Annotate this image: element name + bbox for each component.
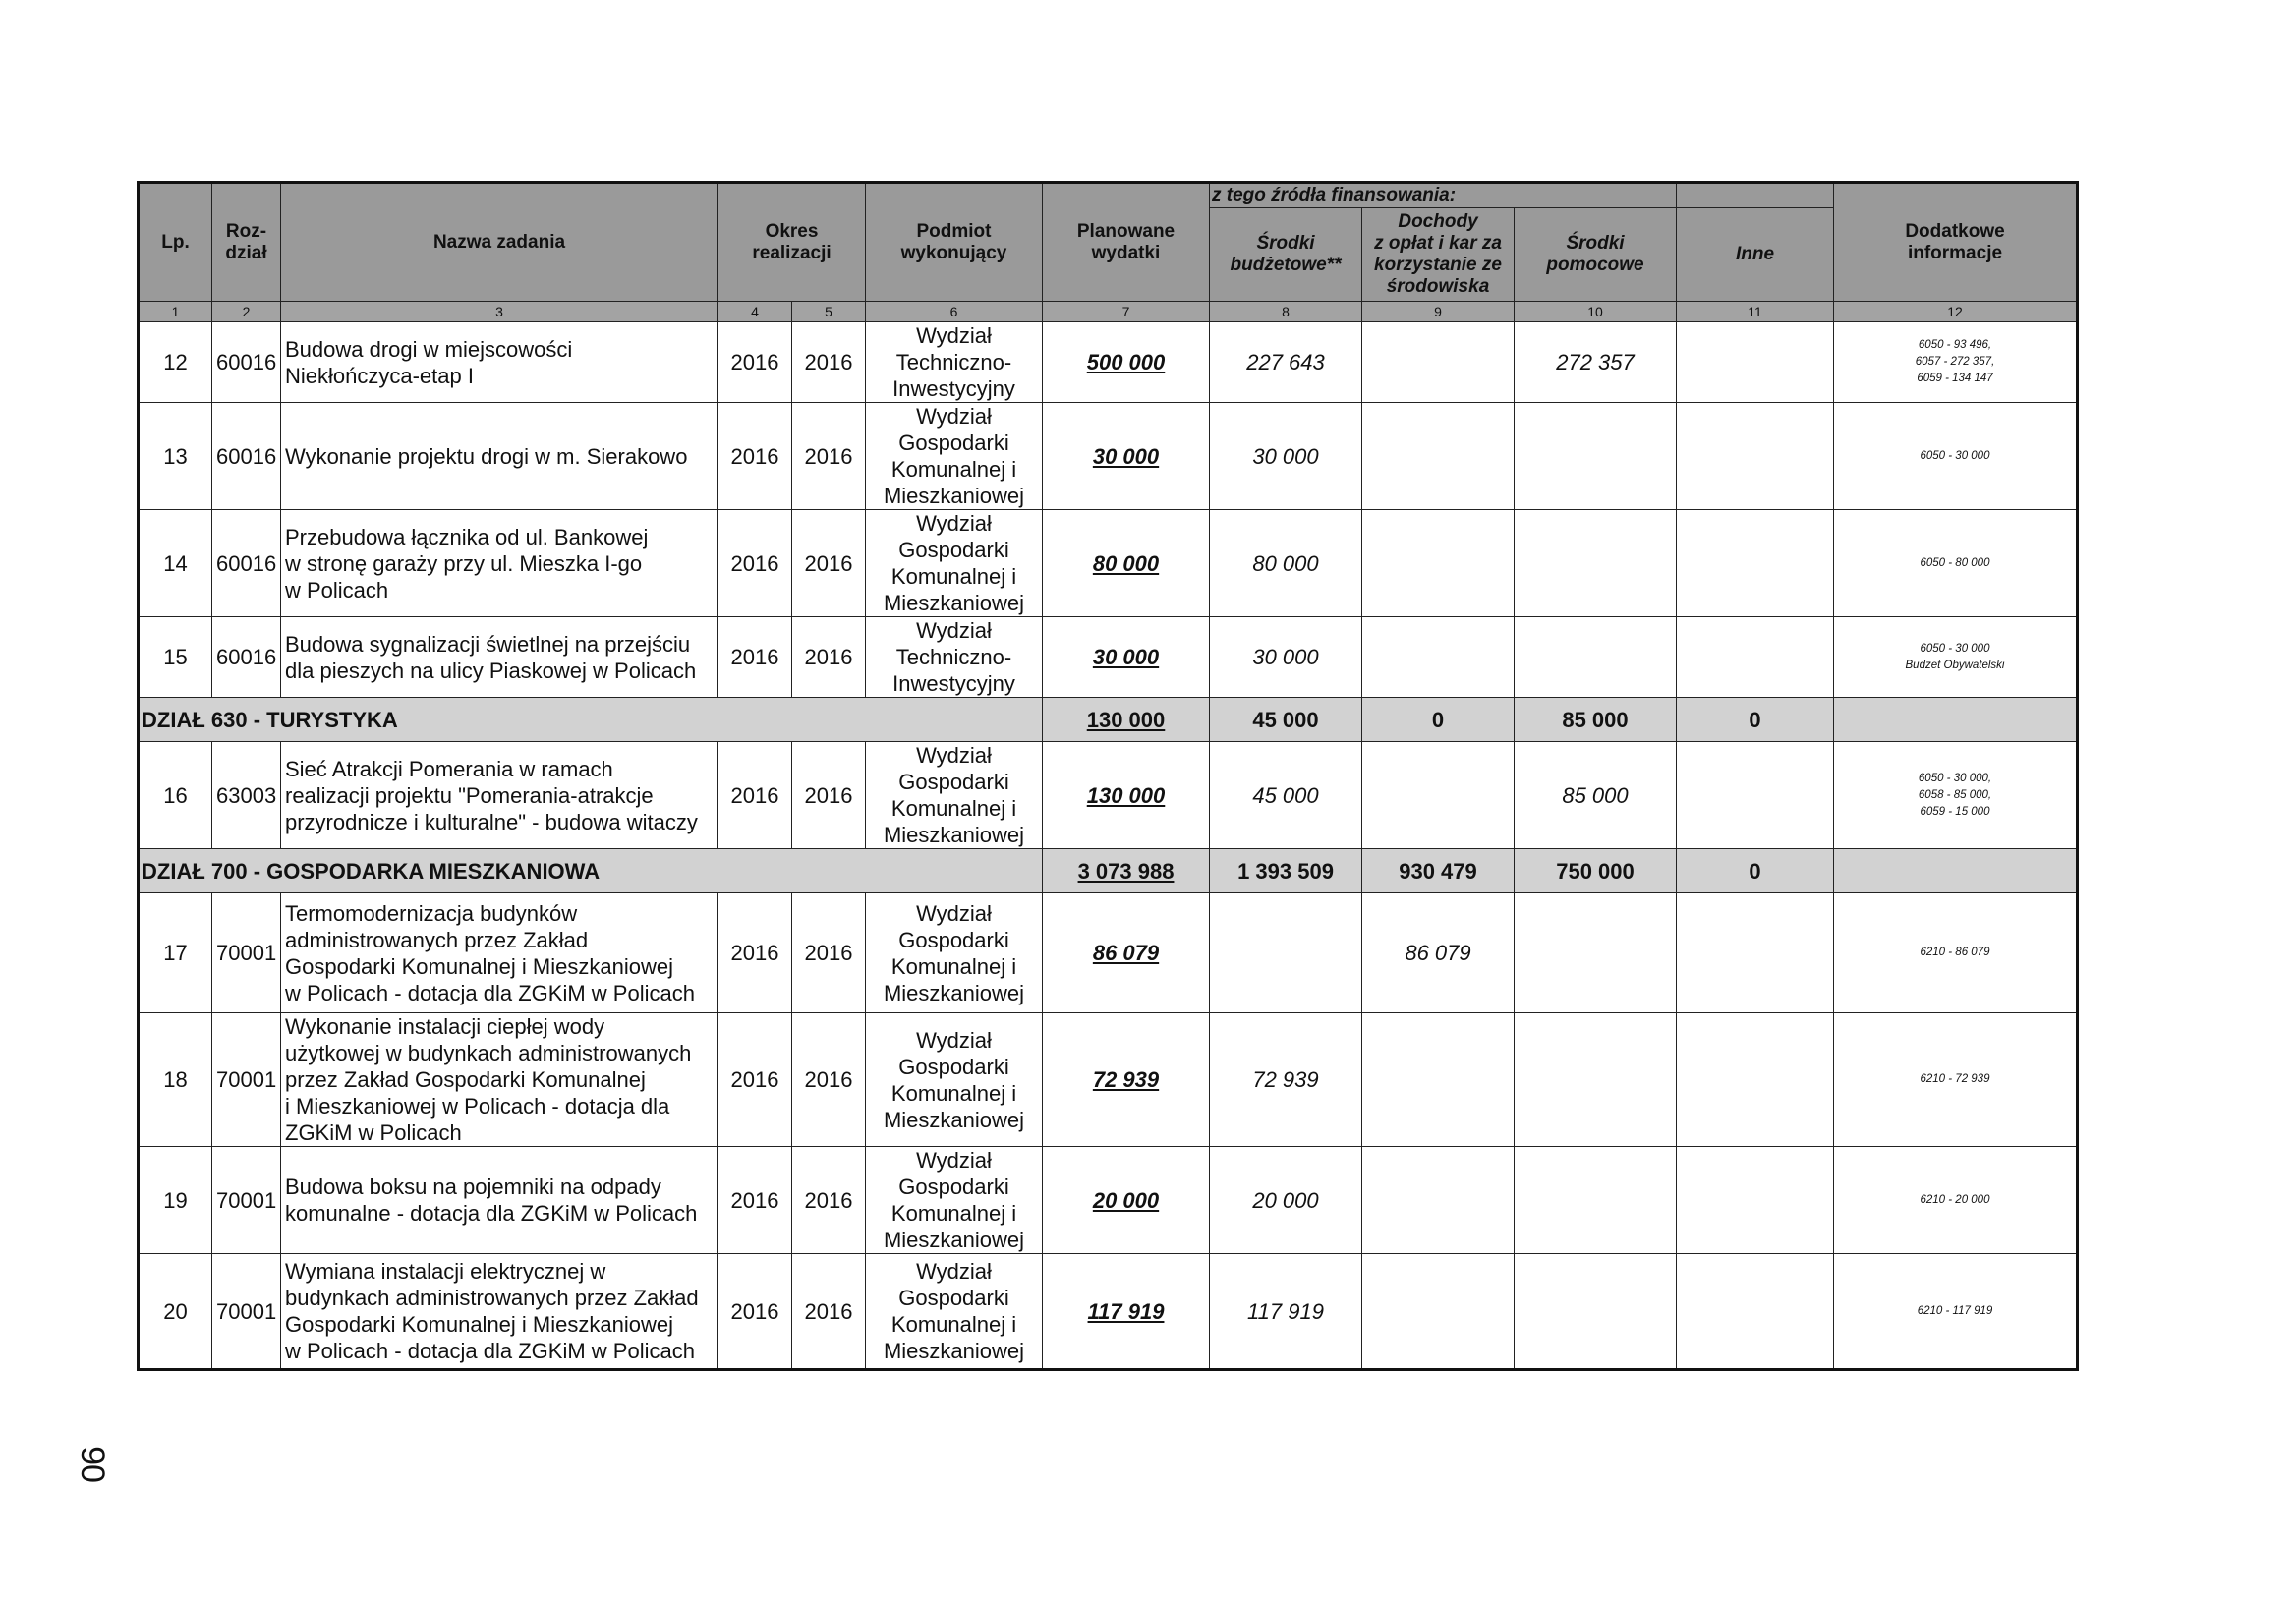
section-label: DZIAŁ 630 - TURYSTYKA xyxy=(139,698,1043,742)
row-planned-expenses: 20 000 xyxy=(1043,1147,1210,1254)
row-planned-expenses: 86 079 xyxy=(1043,893,1210,1013)
row-aid-funds xyxy=(1515,1254,1677,1370)
col-number: 7 xyxy=(1043,302,1210,322)
row-rozdzial: 70001 xyxy=(212,1254,281,1370)
row-other xyxy=(1677,403,1834,510)
row-start-year: 2016 xyxy=(718,322,792,403)
row-fee-income xyxy=(1362,510,1515,617)
row-fee-income xyxy=(1362,403,1515,510)
section-fee-total: 0 xyxy=(1362,698,1515,742)
col-lp-header: Lp. xyxy=(139,183,212,302)
row-rozdzial: 60016 xyxy=(212,510,281,617)
row-additional-info: 6050 - 30 000 Budżet Obywatelski xyxy=(1834,617,2078,698)
row-fee-income xyxy=(1362,617,1515,698)
row-executor: Wydział Techniczno- Inwestycyjny xyxy=(866,617,1043,698)
table-row xyxy=(139,1013,2078,1147)
section-info-empty xyxy=(1834,849,2078,893)
section-row-630 xyxy=(139,698,2078,742)
col-number: 6 xyxy=(866,302,1043,322)
row-end-year: 2016 xyxy=(792,1254,866,1370)
row-executor: Wydział Gospodarki Komunalnej i Mieszkaniowej xyxy=(866,893,1043,1013)
row-task-name: Budowa boksu na pojemniki na odpady komunalne - dotacja dla ZGKiM w Policach xyxy=(281,1147,718,1254)
table-row xyxy=(139,893,2078,1013)
row-lp: 20 xyxy=(139,1254,212,1370)
col-number: 12 xyxy=(1834,302,2078,322)
row-lp: 17 xyxy=(139,893,212,1013)
row-planned-expenses: 130 000 xyxy=(1043,742,1210,849)
col-planowane-header: Planowane wydatki xyxy=(1043,183,1210,302)
col-okres-header: Okres realizacji xyxy=(718,183,866,302)
col-number: 4 xyxy=(718,302,792,322)
row-executor: Wydział Gospodarki Komunalnej i Mieszkaniowej xyxy=(866,1147,1043,1254)
row-lp: 18 xyxy=(139,1013,212,1147)
row-executor: Wydział Gospodarki Komunalnej i Mieszkaniowej xyxy=(866,742,1043,849)
row-budget-funds: 80 000 xyxy=(1210,510,1362,617)
row-other xyxy=(1677,742,1834,849)
row-aid-funds xyxy=(1515,403,1677,510)
section-other-total: 0 xyxy=(1677,849,1834,893)
col-number: 1 xyxy=(139,302,212,322)
section-budget-total: 45 000 xyxy=(1210,698,1362,742)
row-additional-info: 6210 - 72 939 xyxy=(1834,1013,2078,1147)
row-start-year: 2016 xyxy=(718,1254,792,1370)
section-planned-total: 3 073 988 xyxy=(1043,849,1210,893)
row-start-year: 2016 xyxy=(718,617,792,698)
row-planned-expenses: 500 000 xyxy=(1043,322,1210,403)
row-executor: Wydział Techniczno- Inwestycyjny xyxy=(866,322,1043,403)
section-budget-total: 1 393 509 xyxy=(1210,849,1362,893)
col-rozdzial-header: Roz- dział xyxy=(212,183,281,302)
row-fee-income xyxy=(1362,1147,1515,1254)
row-fee-income xyxy=(1362,1013,1515,1147)
table-row xyxy=(139,322,2078,403)
row-lp: 12 xyxy=(139,322,212,403)
row-task-name: Przebudowa łącznika od ul. Bankowej w stronę garaży przy ul. Mieszka I-go w Policach xyxy=(281,510,718,617)
table-row xyxy=(139,1254,2078,1370)
row-end-year: 2016 xyxy=(792,893,866,1013)
section-aid-total: 85 000 xyxy=(1515,698,1677,742)
row-task-name: Sieć Atrakcji Pomerania w ramach realizacji projektu "Pomerania-atrakcje przyrodnicze i kulturalne" - budowa witaczy xyxy=(281,742,718,849)
row-budget-funds: 30 000 xyxy=(1210,403,1362,510)
row-aid-funds xyxy=(1515,510,1677,617)
row-planned-expenses: 30 000 xyxy=(1043,617,1210,698)
row-other xyxy=(1677,1254,1834,1370)
col-podmiot-header: Podmiot wykonujący xyxy=(866,183,1043,302)
row-start-year: 2016 xyxy=(718,1013,792,1147)
funding-sources-header: z tego źródła finansowania: xyxy=(1210,183,1677,208)
row-additional-info: 6050 - 30 000, 6058 - 85 000, 6059 - 15 000 xyxy=(1834,742,2078,849)
row-end-year: 2016 xyxy=(792,1147,866,1254)
investment-table xyxy=(137,181,2079,1371)
row-rozdzial: 70001 xyxy=(212,893,281,1013)
row-executor: Wydział Gospodarki Komunalnej i Mieszkaniowej xyxy=(866,1254,1043,1370)
row-aid-funds: 85 000 xyxy=(1515,742,1677,849)
row-executor: Wydział Gospodarki Komunalnej i Mieszkaniowej xyxy=(866,510,1043,617)
row-executor: Wydział Gospodarki Komunalnej i Mieszkaniowej xyxy=(866,1013,1043,1147)
row-aid-funds: 272 357 xyxy=(1515,322,1677,403)
row-other xyxy=(1677,322,1834,403)
row-rozdzial: 70001 xyxy=(212,1147,281,1254)
table-row xyxy=(139,510,2078,617)
row-budget-funds: 227 643 xyxy=(1210,322,1362,403)
row-end-year: 2016 xyxy=(792,742,866,849)
row-end-year: 2016 xyxy=(792,322,866,403)
row-task-name: Budowa sygnalizacji świetlnej na przejściu dla pieszych na ulicy Piaskowej w Policach xyxy=(281,617,718,698)
row-additional-info: 6050 - 93 496, 6057 - 272 357, 6059 - 134 147 xyxy=(1834,322,2078,403)
row-lp: 16 xyxy=(139,742,212,849)
header-spacer xyxy=(1677,183,1834,208)
row-executor: Wydział Gospodarki Komunalnej i Mieszkaniowej xyxy=(866,403,1043,510)
row-start-year: 2016 xyxy=(718,742,792,849)
col-pomocowe-header: Środki pomocowe xyxy=(1515,208,1677,302)
row-rozdzial: 60016 xyxy=(212,617,281,698)
row-lp: 14 xyxy=(139,510,212,617)
row-end-year: 2016 xyxy=(792,1013,866,1147)
section-info-empty xyxy=(1834,698,2078,742)
col-nazwa-header: Nazwa zadania xyxy=(281,183,718,302)
col-number: 8 xyxy=(1210,302,1362,322)
col-number: 11 xyxy=(1677,302,1834,322)
row-task-name: Wymiana instalacji elektrycznej w budynkach administrowanych przez Zakład Gospodarki Komunalnej i Mieszkaniowej w Policach - dotacja dla ZGKiM w Policach xyxy=(281,1254,718,1370)
row-budget-funds: 30 000 xyxy=(1210,617,1362,698)
row-rozdzial: 70001 xyxy=(212,1013,281,1147)
section-planned-total: 130 000 xyxy=(1043,698,1210,742)
section-aid-total: 750 000 xyxy=(1515,849,1677,893)
section-row-700 xyxy=(139,849,2078,893)
table-row xyxy=(139,403,2078,510)
row-planned-expenses: 30 000 xyxy=(1043,403,1210,510)
row-fee-income: 86 079 xyxy=(1362,893,1515,1013)
row-budget-funds: 45 000 xyxy=(1210,742,1362,849)
table-row xyxy=(139,617,2078,698)
page-number: 90 xyxy=(74,1446,111,1483)
row-additional-info: 6210 - 117 919 xyxy=(1834,1254,2078,1370)
row-lp: 13 xyxy=(139,403,212,510)
row-fee-income xyxy=(1362,1254,1515,1370)
col-number: 9 xyxy=(1362,302,1515,322)
table-row xyxy=(139,742,2078,849)
row-other xyxy=(1677,1013,1834,1147)
row-additional-info: 6210 - 20 000 xyxy=(1834,1147,2078,1254)
row-start-year: 2016 xyxy=(718,510,792,617)
table-body xyxy=(139,322,2078,1370)
row-other xyxy=(1677,1147,1834,1254)
row-other xyxy=(1677,617,1834,698)
row-budget-funds xyxy=(1210,893,1362,1013)
row-start-year: 2016 xyxy=(718,893,792,1013)
row-aid-funds xyxy=(1515,1013,1677,1147)
row-aid-funds xyxy=(1515,893,1677,1013)
row-fee-income xyxy=(1362,322,1515,403)
row-rozdzial: 60016 xyxy=(212,403,281,510)
row-task-name: Wykonanie instalacji ciepłej wody użytkowej w budynkach administrowanych przez Zakład Gospodarki Komunalnej i Mieszkaniowej w Policach - dotacja dla ZGKiM w Policach xyxy=(281,1013,718,1147)
section-fee-total: 930 479 xyxy=(1362,849,1515,893)
row-planned-expenses: 117 919 xyxy=(1043,1254,1210,1370)
column-number-row xyxy=(139,302,2078,322)
row-planned-expenses: 72 939 xyxy=(1043,1013,1210,1147)
row-budget-funds: 117 919 xyxy=(1210,1254,1362,1370)
row-end-year: 2016 xyxy=(792,510,866,617)
row-lp: 15 xyxy=(139,617,212,698)
col-dochody-header: Dochody z opłat i kar za korzystanie ze środowiska xyxy=(1362,208,1515,302)
row-end-year: 2016 xyxy=(792,617,866,698)
col-number: 3 xyxy=(281,302,718,322)
row-start-year: 2016 xyxy=(718,1147,792,1254)
row-other xyxy=(1677,893,1834,1013)
row-additional-info: 6050 - 30 000 xyxy=(1834,403,2078,510)
col-number: 10 xyxy=(1515,302,1677,322)
row-fee-income xyxy=(1362,742,1515,849)
col-number: 2 xyxy=(212,302,281,322)
row-other xyxy=(1677,510,1834,617)
section-other-total: 0 xyxy=(1677,698,1834,742)
row-start-year: 2016 xyxy=(718,403,792,510)
table-row xyxy=(139,1147,2078,1254)
row-task-name: Termomodernizacja budynków administrowanych przez Zakład Gospodarki Komunalnej i Mieszkaniowej w Policach - dotacja dla ZGKiM w Policach xyxy=(281,893,718,1013)
col-number: 5 xyxy=(792,302,866,322)
row-budget-funds: 72 939 xyxy=(1210,1013,1362,1147)
row-budget-funds: 20 000 xyxy=(1210,1147,1362,1254)
row-rozdzial: 63003 xyxy=(212,742,281,849)
col-budzet-header: Środki budżetowe** xyxy=(1210,208,1362,302)
row-rozdzial: 60016 xyxy=(212,322,281,403)
row-end-year: 2016 xyxy=(792,403,866,510)
row-lp: 19 xyxy=(139,1147,212,1254)
col-dodatkowe-header: Dodatkowe informacje xyxy=(1834,183,2078,302)
row-aid-funds xyxy=(1515,1147,1677,1254)
row-aid-funds xyxy=(1515,617,1677,698)
row-additional-info: 6210 - 86 079 xyxy=(1834,893,2078,1013)
row-additional-info: 6050 - 80 000 xyxy=(1834,510,2078,617)
col-inne-header: Inne xyxy=(1677,208,1834,302)
row-planned-expenses: 80 000 xyxy=(1043,510,1210,617)
row-task-name: Budowa drogi w miejscowości Niekłończyca-etap I xyxy=(281,322,718,403)
row-task-name: Wykonanie projektu drogi w m. Sierakowo xyxy=(281,403,718,510)
section-label: DZIAŁ 700 - GOSPODARKA MIESZKANIOWA xyxy=(139,849,1043,893)
